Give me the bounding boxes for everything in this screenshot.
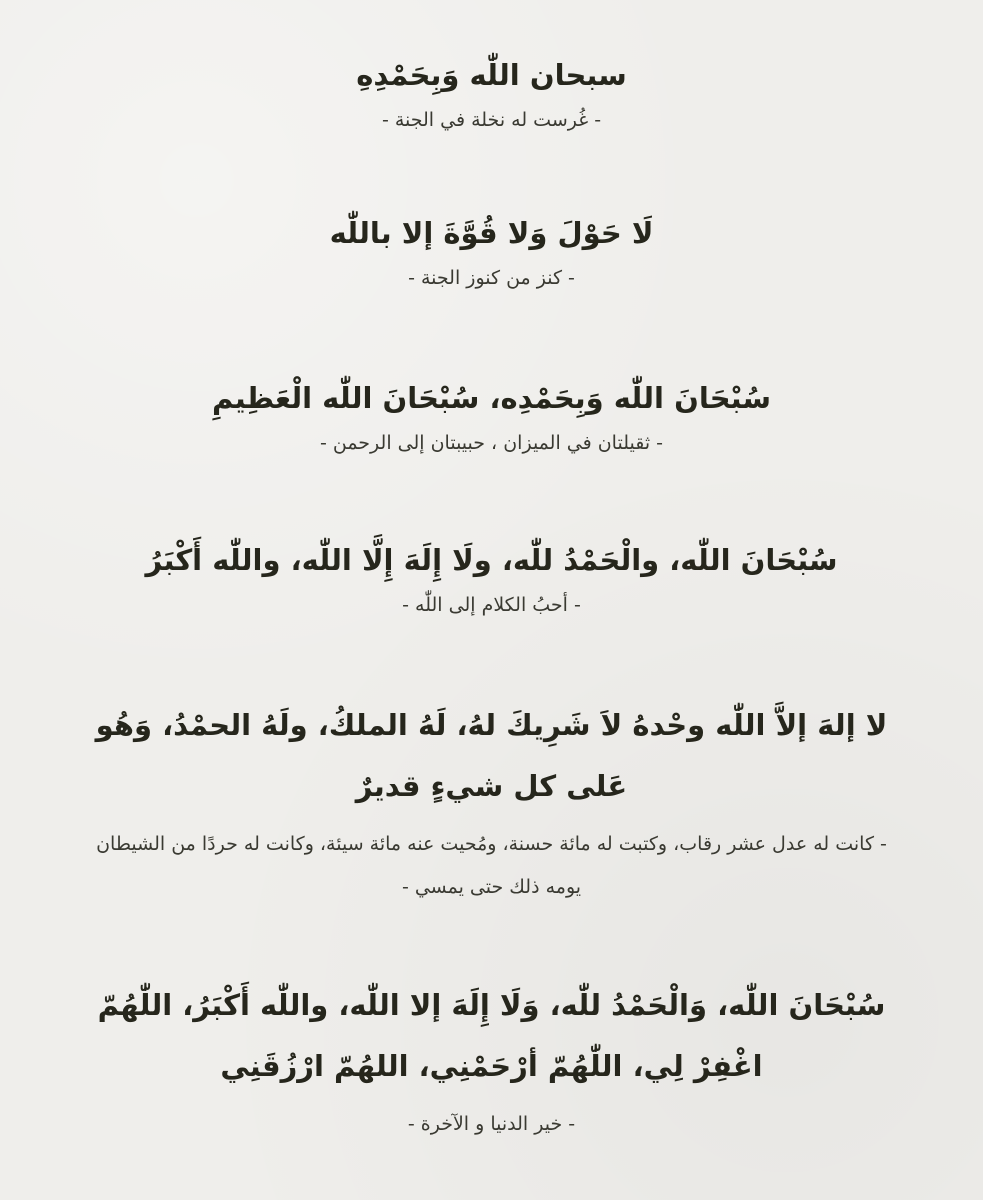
dhikr-entry [40, 213, 943, 292]
dhikr-entry [40, 55, 943, 134]
virtue-text: - كانت له عدل عشر رقاب، وكتبت له مائة حسنة، ومُحيت عنه مائة سيئة، وكانت له حردًا من الشيطان يومه ذلك حتى يمسي - [96, 832, 887, 899]
dhikr-entry [95, 975, 888, 1146]
dhikr-entry [40, 378, 943, 457]
virtue-text: - خير الدنيا و الآخرة - [407, 1112, 576, 1135]
dhikr-text: سُبْحَانَ اللّٰه وَبِحَمْدِه، سُبْحَانَ اللّٰه الْعَظِيمِ [212, 381, 771, 415]
dhikr-text: سُبْحَانَ اللّٰه، وَالْحَمْدُ للّٰه، وَلَا إِلَهَ إلا اللّٰه، واللّٰه أَكْبَرُ، اللّٰهُمّ اغْفِرْ لِي، اللّٰهُمّ أرْحَمْنِي، اللهُمّ ارْزُقَنِي [97, 988, 886, 1083]
virtue-text: - ثقيلتان في الميزان ، حبيبتان إلى الرحمن - [319, 431, 664, 454]
dhikr-text: سُبْحَانَ اللّٰه، والْحَمْدُ للّٰه، ولَا إِلَهَ إِلَّا اللّٰه، واللّٰه أَكْبَرُ [145, 543, 838, 577]
virtue-text: - كنز من كنوز الجنة - [408, 266, 575, 289]
virtue-text: - أحبُ الكلام إلى اللّٰه - [402, 593, 581, 616]
dhikr-text: لا إلهَ إلاَّ اللّٰه وحْدهُ لاَ شَرِيكَ لهُ، لَهُ الملكُ، ولَهُ الحمْدُ، وَهُو عَلى كل شيءٍ قديرٌ [95, 708, 888, 803]
virtue-text: - غُرست له نخلة في الجنة - [381, 108, 602, 131]
dhikr-text: لَا حَوْلَ وَلا قُوَّةَ إلا باللّٰه [329, 216, 654, 250]
dhikr-entry [95, 695, 888, 910]
dhikr-entry [40, 540, 943, 619]
dhikr-text: سبحان اللّٰه وَبِحَمْدِهِ [356, 58, 627, 92]
